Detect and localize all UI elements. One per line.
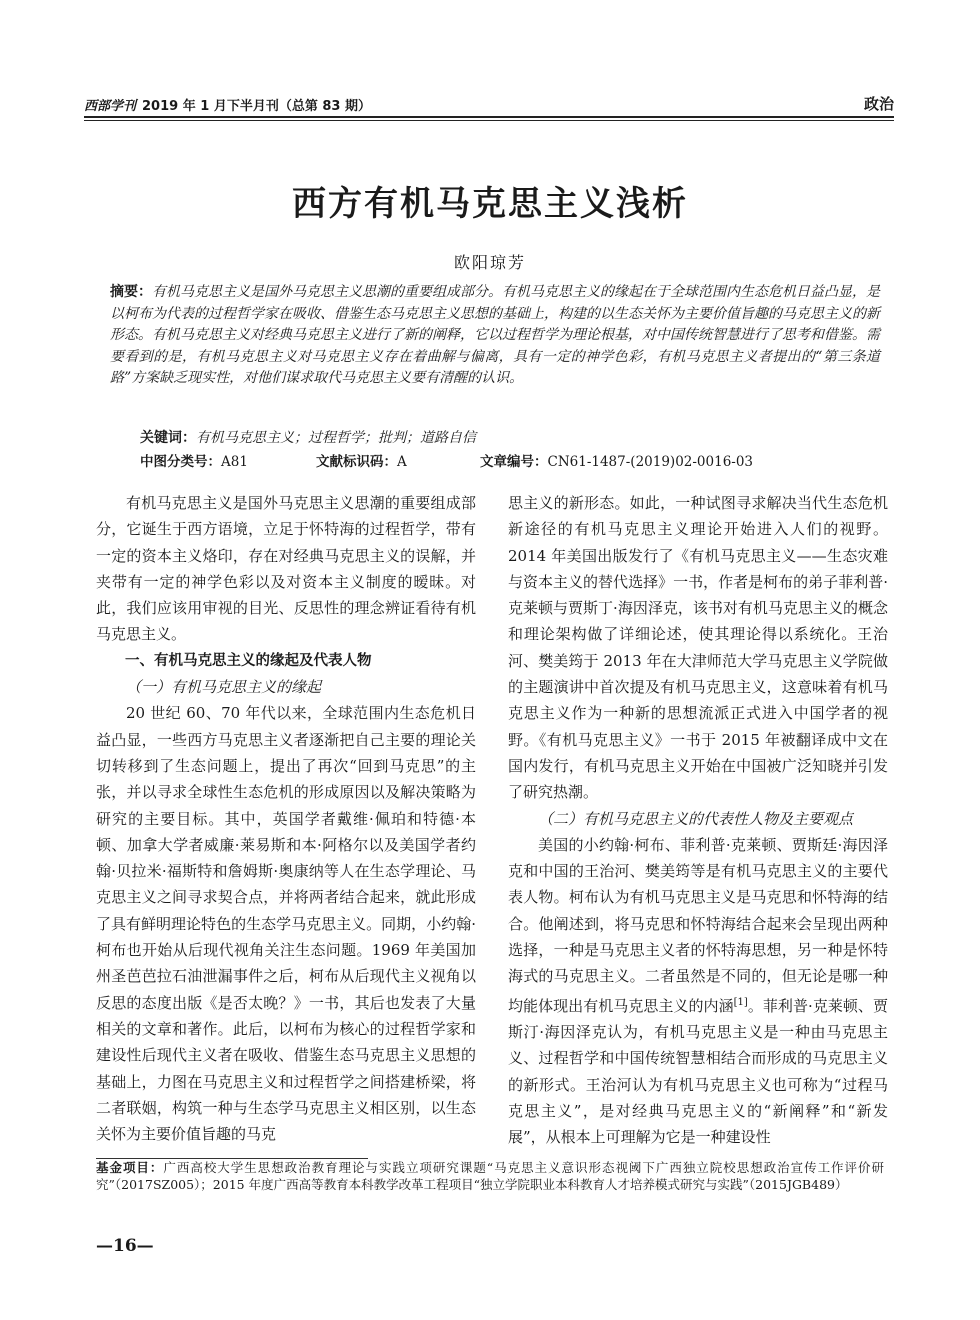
journal-name: 西部学刊 bbox=[84, 99, 137, 114]
paragraph-text-cont: 。菲利普·克莱顿、贾斯汀·海因泽克认为，有机马克思主义是一种由马克思主义、过程哲学和中国传统智慧相结合而形成的马克思主义的新形式。王治河认为有机马克思主义也可称为“过程马克思主义”，是对经典马克思主义的“新阐释”和“新发展”，从根本上可理解为它是一种建设性 bbox=[508, 996, 888, 1147]
article-no-label: 文章编号： bbox=[480, 454, 548, 470]
classification-info bbox=[140, 452, 880, 473]
doc-value: A bbox=[397, 454, 407, 470]
intro-paragraph: 有机马克思主义是国外马克思主义思潮的重要组成部分，它诞生于西方语境，立足于怀特海的过程哲学，带有一定的资本主义烙印，存在对经典马克思主义的误解，并夹带有一定的神学色彩以及对资本主义制度的暧昧。对此，我们应该用审视的目光、反思性的理念辨证看待有机马克思主义。 bbox=[96, 494, 476, 644]
abstract-label: 摘要： bbox=[110, 284, 152, 300]
footnote-text: 广西高校大学生思想政治教育理论与实践立项研究课题“马克思主义意识形态视阈下广西独立院校思想政治宣传工作评价研究”（2017SZ005）；2015 年度广西高等教育本科教学改革工程项目“独立学院职业本科教育人才培养模式研究与实践”（2015JGB489） bbox=[96, 1160, 884, 1192]
citation-ref: [1] bbox=[733, 996, 748, 1008]
footnote-rule bbox=[96, 1158, 368, 1159]
keywords bbox=[140, 428, 880, 449]
issue-info: 2019 年 1 月下半月刊（总第 83 期） bbox=[142, 99, 371, 114]
keywords-label: 关键词： bbox=[140, 430, 196, 446]
section-heading-1: 一、有机马克思主义的缘起及代表人物 bbox=[125, 652, 372, 669]
footnote-label: 基金项目： bbox=[96, 1160, 164, 1175]
doc-label: 文献标识码： bbox=[316, 454, 397, 470]
body-paragraph: 20 世纪 60、70 年代以来，全球范围内生态危机日益凸显，一些西方马克思主义者逐渐把自己主要的理论关切转移到了生态问题上，提出了再次“回到马克思”的主张，并以寻求全球性生态危机的形成原因以及解决策略为研究的主要目标。其中，英国学者戴维·佩珀和特德·本顿、加拿大学者威廉·莱易斯和本·阿格尔以及美国学者约翰·贝拉米·福斯特和詹姆斯·奥康纳等人在生态学理论、马克思主义之间寻求契合点，并将两者结合起来，就此形成了具有鲜明理论特色的生态学马克思主义。同期，小约翰·柯布也开始从后现代视角关注生态问题。1969 年美国加州圣芭芭拉石油泄漏事件之后，柯布从后现代主义视角以反思的态度出版《是否太晚？》一书，其后也发表了大量相关的文章和著作。此后，以柯布为核心的过程哲学家和建设性后现代主义者在吸收、借鉴生态马克思主义思想的基础上，力图在马克思主义和过程哲学之间搭建桥梁，将二者联姻，构筑一种与生态学马克思主义相区别，以生态关怀为主要价值旨趣的马克 bbox=[96, 704, 476, 1144]
body-column-right bbox=[508, 490, 888, 1150]
header-rule bbox=[84, 116, 894, 118]
article-author: 欧阳琼芳 bbox=[453, 253, 526, 272]
body-paragraph bbox=[508, 832, 888, 1151]
header-rule-thin bbox=[84, 120, 894, 121]
body-column-left bbox=[96, 490, 476, 1147]
subsection-heading-1: （一）有机马克思主义的缘起 bbox=[126, 678, 322, 697]
body-paragraph-continued: 思主义的新形态。如此，一种试图寻求解决当代生态危机新途径的有机马克思主义理论开始进入人们的视野。2014 年美国出版发行了《有机马克思主义——生态灾难与资本主义的替代选择》一书，作者是柯布的弟子菲利普·克莱顿与贾斯丁·海因泽克，该书对有机马克思主义的概念和理论架构做了详细论述，使其理论得以系统化。王治河、樊美筠于 2013 年在大津师范大学马克思主义学院做的主题演讲中首次提及有机马克思主义，这意味着有机马克思主义作为一种新的思想流派正式进入中国学者的视野。《有机马克思主义》一书于 2015 年被翻译成中文在国内发行，有机马克思主义开始在中国被广泛知晓并引发了研究热潮。 bbox=[508, 494, 888, 802]
clc-number bbox=[140, 452, 316, 473]
running-header bbox=[84, 90, 894, 114]
abstract bbox=[110, 282, 880, 390]
section-label: 政治 bbox=[863, 95, 894, 113]
article-no-value: CN61-1487-(2019)02-0016-03 bbox=[547, 454, 754, 470]
abstract-text: 有机马克思主义是国外马克思主义思潮的重要组成部分。有机马克思主义的缘起在于全球范围内生态危机日益凸显，是以柯布为代表的过程哲学家在吸收、借鉴生态马克思主义思想的基础上，构建的以生态关怀为主要价值旨趣的马克思主义的新形态。有机马克思主义对经典马克思主义进行了新的阐释，它以过程哲学为理论根基，对中国传统智慧进行了思考和借鉴。需要看到的是，有机马克思主义对马克思主义存在着曲解与偏离，具有一定的神学色彩，有机马克思主义者提出的“第三条道路”方案缺乏现实性，对他们谋求取代马克思主义要有清醒的认识。 bbox=[110, 284, 880, 386]
keywords-text: 有机马克思主义；过程哲学；批判；道路自信 bbox=[196, 430, 476, 446]
article-title: 西方有机马克思主义浅析 bbox=[292, 184, 688, 224]
clc-label: 中图分类号： bbox=[140, 454, 221, 470]
document-code bbox=[316, 452, 480, 473]
journal-issue bbox=[84, 95, 371, 114]
clc-value: A81 bbox=[221, 454, 248, 470]
page-number: —16— bbox=[96, 1236, 154, 1256]
subsection-heading-2: （二）有机马克思主义的代表性人物及主要观点 bbox=[538, 809, 854, 828]
article-number bbox=[480, 452, 880, 473]
paragraph-text: 美国的小约翰·柯布、菲利普·克莱顿、贾斯廷·海因泽克和中国的王治河、樊美筠等是有机马克思主义的主要代表人物。柯布认为有机马克思主义是马克思和怀特海的结合。他阐述到，将马克思和怀特海结合起来会呈现出两种选择，一种是马克思主义者的怀特海思想，另一种是怀特海式的马克思主义。二者虽然是不同的，但无论是哪一种均能体现出有机马克思主义的内涵 bbox=[508, 835, 888, 1015]
footnote bbox=[96, 1160, 884, 1193]
